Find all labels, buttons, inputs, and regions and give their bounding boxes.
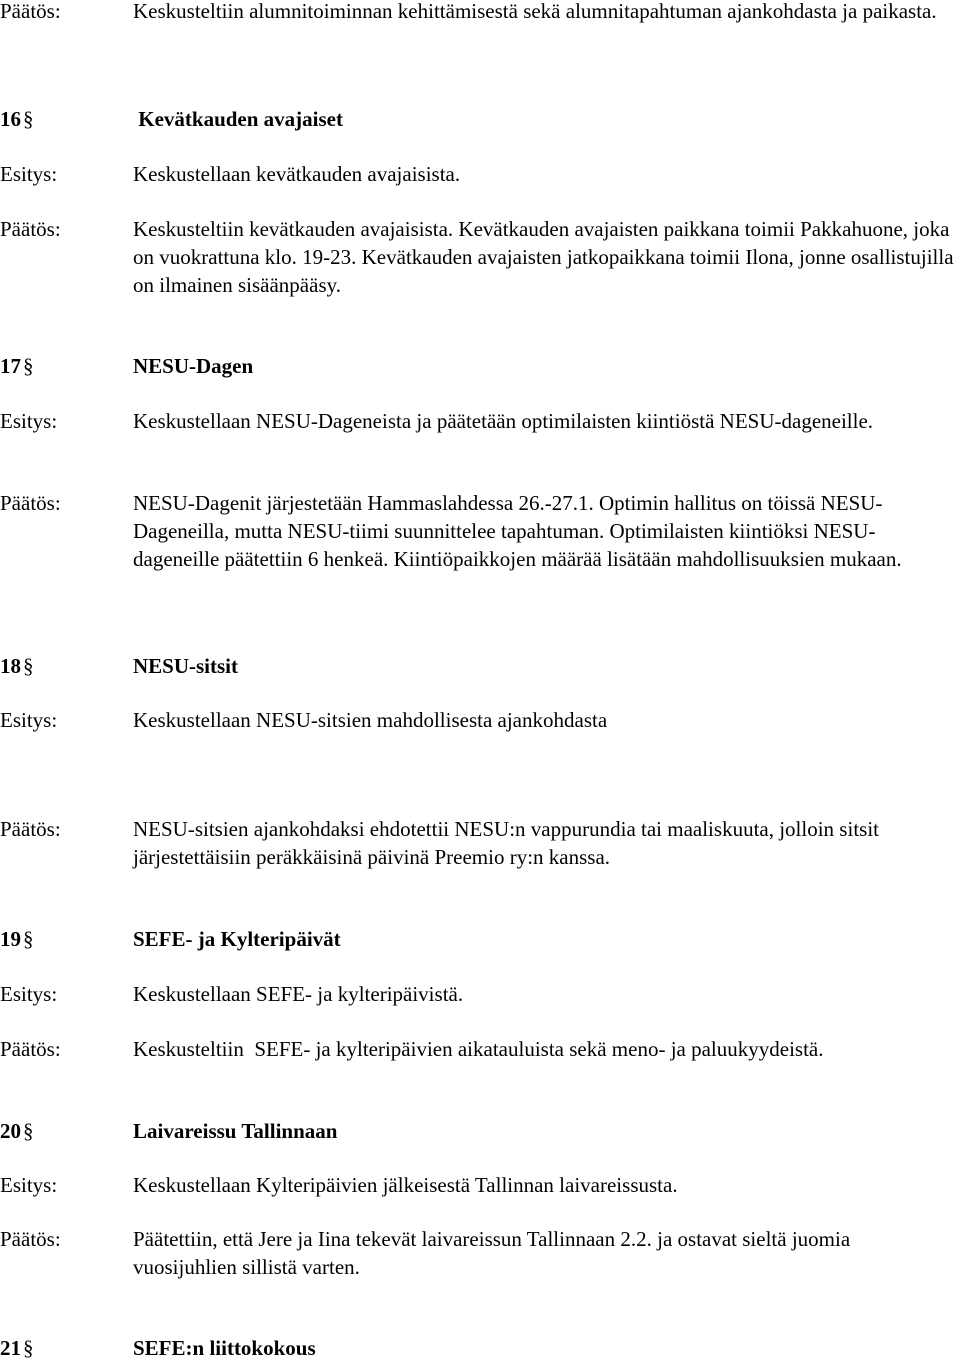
item-19-proposal-text: Keskustellaan SEFE- ja kylteripäivistä. [133, 982, 464, 1006]
decision-label: Päätös: [0, 817, 61, 841]
proposal-label: Esitys: [0, 982, 58, 1006]
section-sign: § [23, 107, 34, 131]
item-title: SEFE- ja Kylteripäivät [133, 927, 341, 951]
section-sign: § [23, 927, 34, 951]
item-number: 16 [0, 107, 21, 131]
item-20-decision-text: Päätettiin, että Jere ja Iina tekevät laivareissun Tallinnaan 2.2. ja ostavat sieltä juomia vuosijuhlien sillistä varten. [133, 1227, 851, 1279]
item-title: Kevätkauden avajaiset [133, 107, 343, 131]
item-title: SEFE:n liittokokous [133, 1336, 316, 1360]
item-19-decision-text: Keskusteltiin SEFE- ja kylteripäivien aikatauluista sekä meno- ja paluukyydeistä. [133, 1037, 824, 1061]
section-sign: § [23, 354, 34, 378]
intro-decision-text: Keskusteltiin alumnitoiminnan kehittämisestä sekä alumnitapahtuman ajankohdasta ja paikasta. [133, 0, 937, 23]
item-number: 20 [0, 1119, 21, 1143]
item-number: 17 [0, 354, 21, 378]
item-16-decision-text: Keskusteltiin kevätkauden avajaisista. Kevätkauden avajaisten paikkana toimii Pakkahuone, joka on vuokrattuna klo. 19-23. Kevätkauden avajaisten jatkopaikkana toimii Ilona, jonne osallistujilla on ilmainen sisäänpääsy. [133, 217, 954, 297]
item-16-proposal-text: Keskustellaan kevätkauden avajaisista. [133, 162, 461, 186]
proposal-label: Esitys: [0, 1173, 58, 1197]
item-17-decision-text: NESU-Dagenit järjestetään Hammaslahdessa 26.-27.1. Optimin hallitus on töissä NESU-Dageneilla, mutta NESU-tiimi suunnittelee tapahtuman. Optimilaisten kiintiöksi NESU-dageneille päätettiin 6 henkeä. Kiintiöpaikkojen määrää lisätään mahdollisuuksien mukaan. [133, 491, 902, 571]
section-sign: § [23, 1119, 34, 1143]
decision-label: Päätös: [0, 491, 61, 515]
item-18-proposal-text: Keskustellaan NESU-sitsien mahdollisesta ajankohdasta [133, 708, 608, 732]
decision-label: Päätös: [0, 1037, 61, 1061]
decision-label: Päätös: [0, 0, 61, 23]
decision-label: Päätös: [0, 217, 61, 241]
decision-label: Päätös: [0, 1227, 61, 1251]
section-sign: § [23, 1336, 34, 1360]
item-number: 21 [0, 1336, 21, 1360]
item-title: Laivareissu Tallinnaan [133, 1119, 338, 1143]
item-number: 18 [0, 654, 21, 678]
item-title: NESU-Dagen [133, 354, 254, 378]
proposal-label: Esitys: [0, 409, 58, 433]
proposal-label: Esitys: [0, 708, 58, 732]
proposal-label: Esitys: [0, 162, 58, 186]
section-sign: § [23, 654, 34, 678]
item-title: NESU-sitsit [133, 654, 239, 678]
item-18-decision-text: NESU-sitsien ajankohdaksi ehdotettii NESU:n vappurundia tai maaliskuuta, jolloin sitsit järjestettäisiin peräkkäisinä päivinä Preemio ry:n kanssa. [133, 817, 879, 869]
item-number: 19 [0, 927, 21, 951]
item-20-proposal-text: Keskustellaan Kylteripäivien jälkeisestä Tallinnan laivareissusta. [133, 1173, 678, 1197]
item-17-proposal-text: Keskustellaan NESU-Dageneista ja päätetään optimilaisten kiintiöstä NESU-dageneille. [133, 409, 874, 433]
